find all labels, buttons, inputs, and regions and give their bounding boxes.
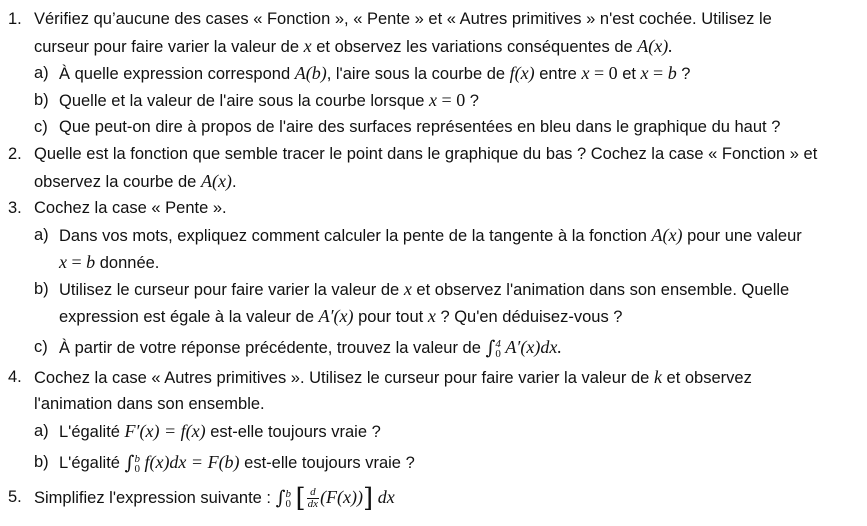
math-var: x — [59, 252, 67, 272]
q3a-text: Dans vos mots, expliquez comment calculer la pente de la tangente à la fonction — [59, 227, 647, 245]
q3a-letter: a) — [34, 226, 49, 244]
q1a-letter: a) — [34, 64, 49, 82]
q5-number: 5. — [8, 488, 22, 506]
q4-text-3: l'animation dans son ensemble. — [34, 395, 265, 413]
q1-text-3: et observez les variations conséquentes de — [316, 38, 633, 56]
math-var: x — [640, 63, 649, 83]
math-expr: = 0 — [437, 90, 466, 110]
q1b-text: Quelle et la valeur de l'aire sous la courbe lorsque — [59, 92, 425, 110]
integral-sign: ∫ — [124, 452, 135, 474]
q3b-text-3: expression est égale à la valeur de — [59, 308, 314, 326]
right-bracket: ] — [363, 483, 374, 514]
derivative-fraction — [307, 487, 319, 510]
left-bracket: [ — [295, 483, 306, 514]
math-expr: A(x). — [637, 36, 673, 56]
math-var: x — [303, 36, 312, 56]
q3c-text: À partir de votre réponse précédente, trouvez la valeur de — [59, 339, 481, 357]
integral-lower: 0 — [495, 347, 501, 360]
q4-text-2: et observez — [666, 369, 752, 387]
q1a-text-2: , l'aire sous la courbe de — [326, 65, 506, 83]
q4a-text-2: est-elle toujours vraie ? — [210, 423, 381, 441]
q4-number: 4. — [8, 368, 22, 386]
q2-text-3: . — [231, 173, 237, 191]
math-expr: = — [648, 63, 668, 83]
math-var: b — [667, 63, 677, 83]
integral-limits — [134, 453, 144, 475]
q4b-text: L'égalité — [59, 454, 120, 472]
q1a-text-5: ? — [681, 65, 691, 83]
integral-upper: 4 — [495, 337, 501, 350]
integral-upper: b — [134, 452, 140, 465]
q4b-text-2: est-elle toujours vraie ? — [244, 454, 415, 472]
q3b-text: Utilisez le curseur pour faire varier la valeur de — [59, 281, 400, 299]
q1a-text: À quelle expression correspond — [59, 65, 291, 83]
q1c-letter: c) — [34, 118, 48, 136]
fraction-numerator: d — [307, 487, 319, 499]
q1a-text-4: et — [622, 65, 636, 83]
q1b-letter: b) — [34, 91, 49, 109]
math-expr: A′(x)dx. — [505, 337, 562, 357]
q3-text: Cochez la case « Pente ». — [34, 199, 227, 217]
math-expr: f(x)dx = F(b) — [144, 452, 240, 472]
q5-text: Simplifiez l'expression suivante : — [34, 489, 272, 507]
q4-text: Cochez la case « Autres primitives ». Utilisez le curseur pour faire varier la valeur de — [34, 369, 650, 387]
math-expr: = 0 — [589, 63, 618, 83]
q3b-text-5: ? Qu'en déduisez-vous ? — [440, 308, 623, 326]
math-expr: A(x) — [200, 171, 232, 191]
integral-limits — [495, 338, 505, 360]
math-var: x — [429, 90, 438, 110]
integral-sign: ∫ — [485, 337, 496, 359]
q3b-text-2: et observez l'animation dans son ensemble. Quelle — [416, 281, 790, 299]
math-expr: dx — [377, 487, 395, 507]
math-expr: (F(x)) — [320, 487, 364, 507]
q1-text-2: curseur pour faire varier la valeur de — [34, 38, 300, 56]
integral-upper: b — [285, 487, 292, 500]
q2-number: 2. — [8, 145, 22, 163]
q1c-text: Que peut-on dire à propos de l'aire des surfaces représentées en bleu dans le graphique du haut ? — [59, 118, 781, 136]
q1b-text-2: ? — [469, 92, 479, 110]
math-var: b — [86, 252, 96, 272]
q3a-text-3: donnée. — [99, 254, 160, 272]
q3b-letter: b) — [34, 280, 49, 298]
q3b-text-4: pour tout — [358, 308, 424, 326]
integral-lower: 0 — [285, 497, 292, 510]
q1a-text-3: entre — [539, 65, 577, 83]
fraction-denominator: dx — [307, 498, 319, 511]
q3a-text-2: pour une valeur — [687, 227, 802, 245]
math-expr: A(b) — [294, 63, 327, 83]
math-var: k — [653, 367, 662, 387]
q4a-letter: a) — [34, 422, 49, 440]
q2-text: Quelle est la fonction que semble tracer le point dans le graphique du bas ? Cochez la case « Fonction » et — [34, 145, 818, 163]
math-var: x — [403, 279, 412, 299]
math-expr: = — [67, 252, 87, 272]
integral-sign: ∫ — [275, 487, 286, 509]
math-expr: A(x) — [651, 225, 683, 245]
q1-text: Vérifiez qu’aucune des cases « Fonction », « Pente » et « Autres primitives » n'est cochée. Utilisez le — [34, 10, 772, 28]
integral-limits — [286, 488, 296, 510]
q4b-letter: b) — [34, 453, 49, 471]
integral-lower: 0 — [134, 462, 140, 475]
math-var: x — [427, 306, 436, 326]
q4a-text: L'égalité — [59, 423, 120, 441]
math-expr: A′(x) — [318, 306, 354, 326]
math-expr: F′(x) = f(x) — [124, 421, 206, 441]
q1-number: 1. — [8, 10, 22, 28]
math-var: x — [581, 63, 590, 83]
q2-text-2: observez la courbe de — [34, 173, 197, 191]
q3-number: 3. — [8, 199, 22, 217]
math-expr: f(x) — [509, 63, 535, 83]
q3c-letter: c) — [34, 338, 48, 356]
